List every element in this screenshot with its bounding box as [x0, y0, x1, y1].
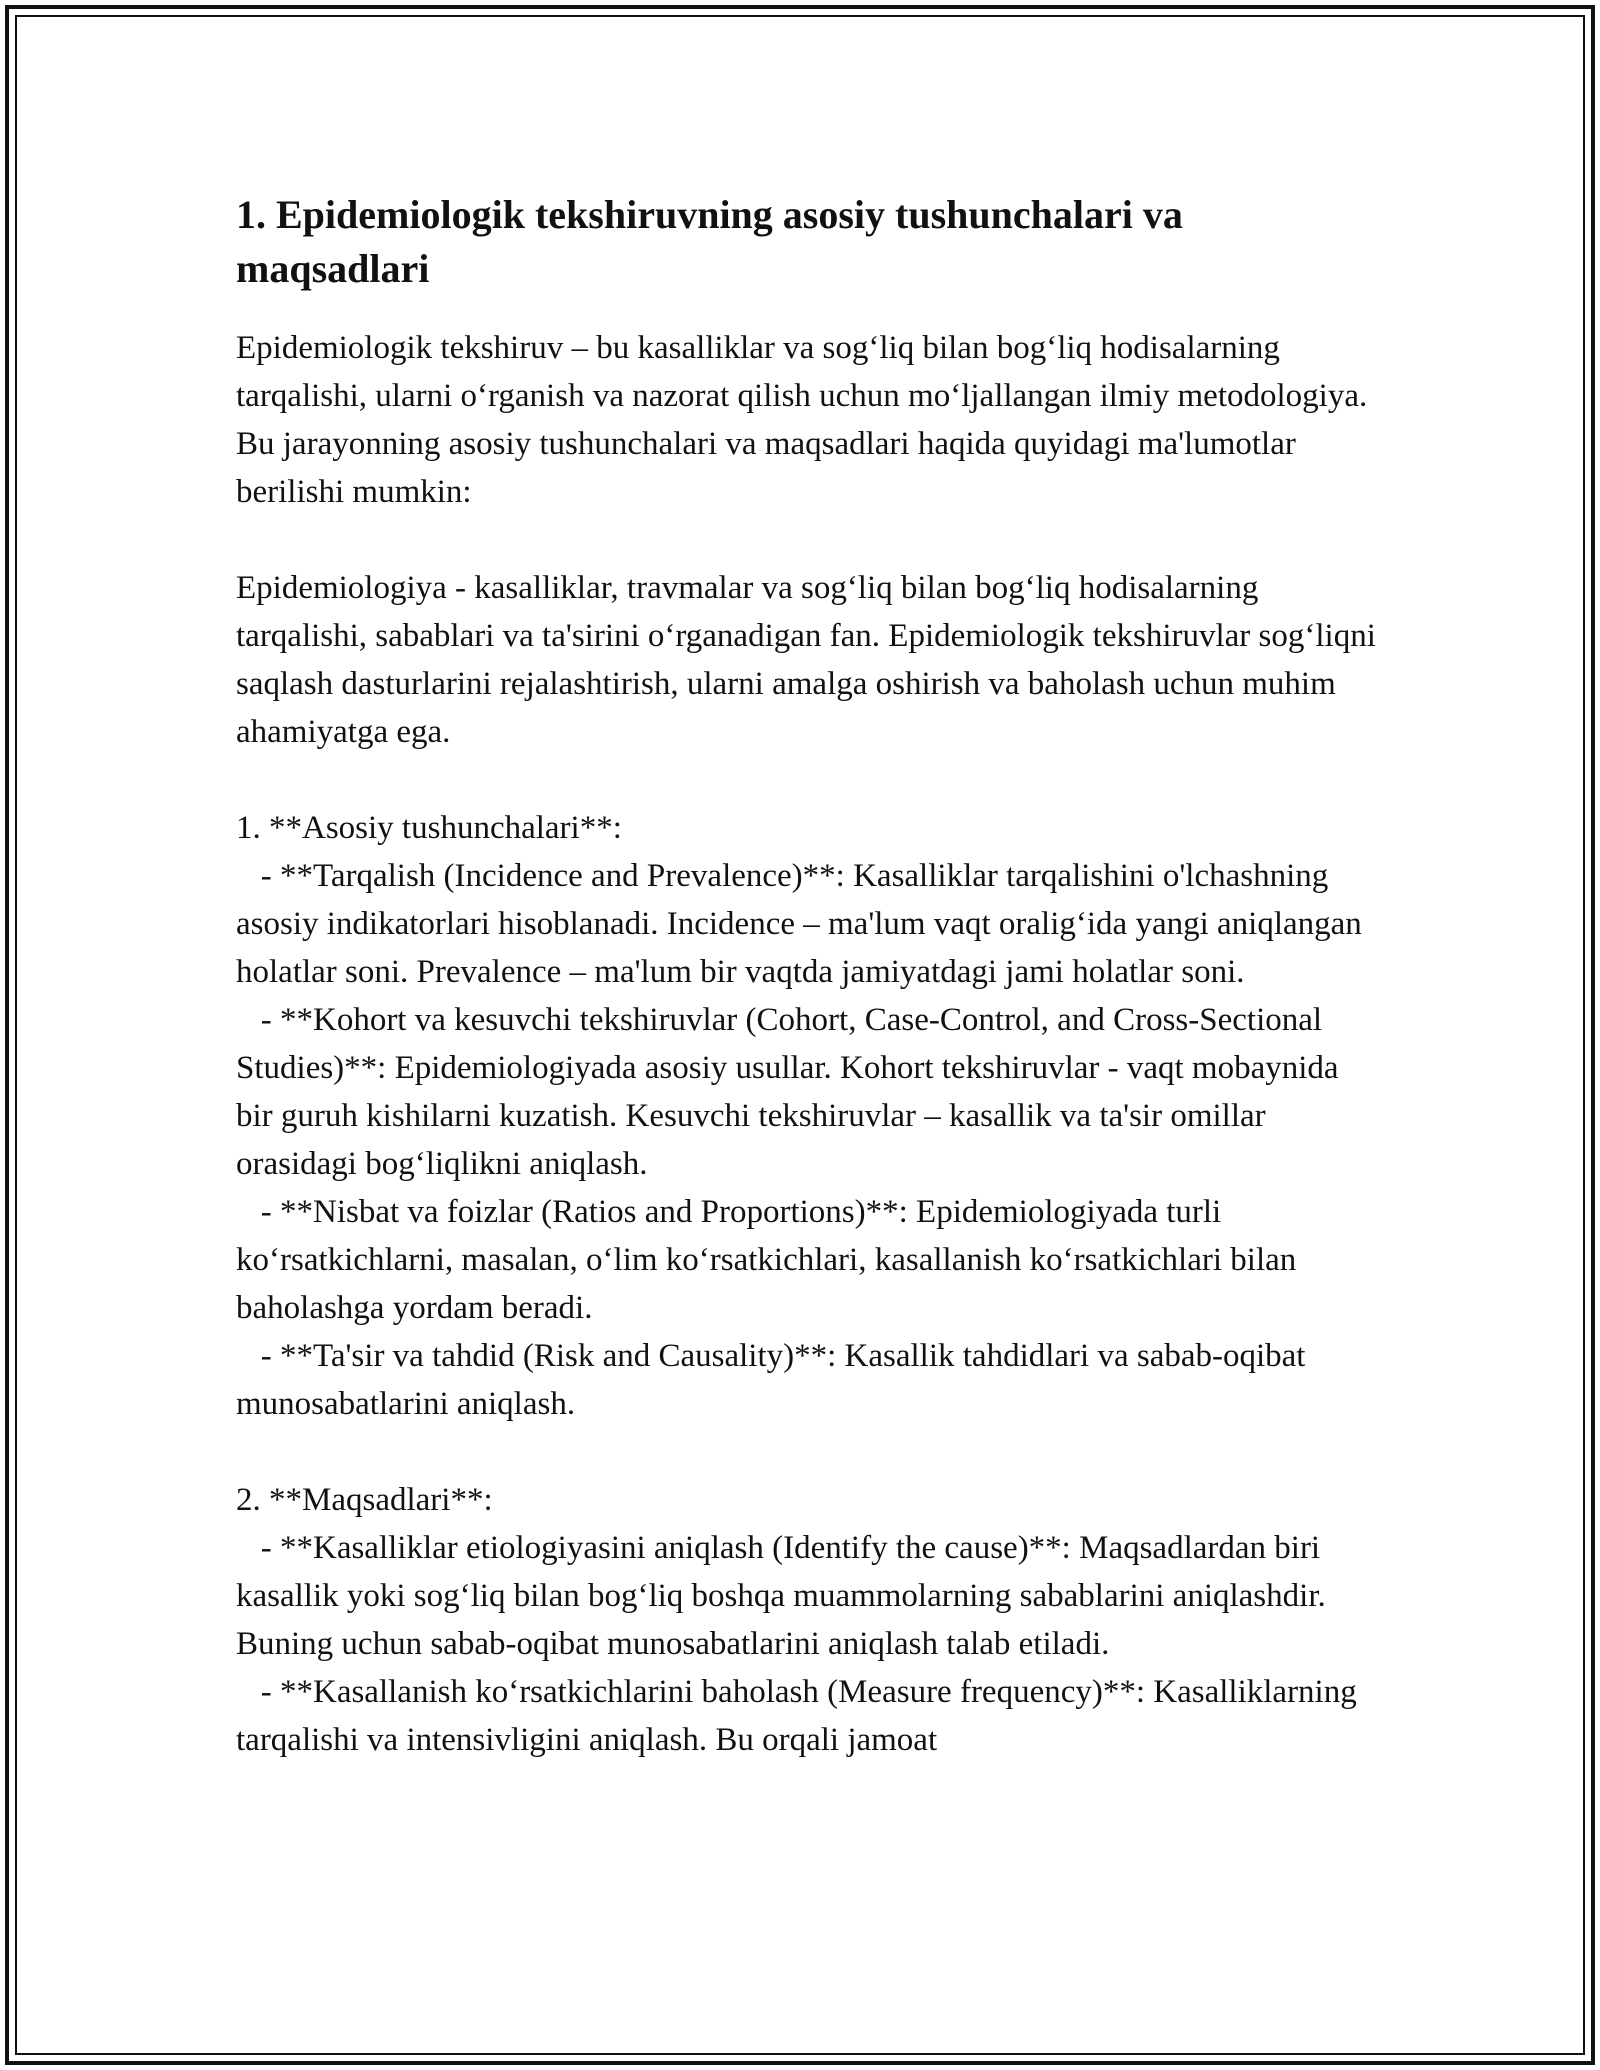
section-concepts: [236, 804, 1376, 1428]
list-item-text: - **Ta'sir va tahdid (Risk and Causality)**: Kasallik tahdidlari va sabab-oqibat munosabatlarini aniqlash.: [236, 1338, 1306, 1422]
definition-paragraph: Epidemiologiya - kasalliklar, travmalar va sog‘liq bilan bog‘liq hodisalarning tarqalishi, sabablari va ta'sirini o‘rganadigan fan. Epidemiologik tekshiruvlar sog‘liqni saqlash dasturlarini rejalashtirish, ularni amalga oshirish va baholash uchun muhim ahamiyatga ega.: [236, 570, 1376, 750]
list-item-text: - **Nisbat va foizlar (Ratios and Proportions)**: Epidemiologiyada turli ko‘rsatkichlarni, masalan, o‘lim ko‘rsatkichlari, kasallanish ko‘rsatkichlari bilan baholashga yordam beradi.: [236, 1194, 1297, 1326]
intro-paragraph: Epidemiologik tekshiruv – bu kasalliklar va sog‘liq bilan bog‘liq hodisalarning tarqalishi, ularni o‘rganish va nazorat qilish uchun mo‘ljallangan ilmiy metodologiya. Bu jarayonning asosiy tushunchalari va maqsadlari haqida quyidagi ma'lumotlar berilishi mumkin:: [236, 330, 1368, 510]
list-item: [236, 1188, 1376, 1332]
list-item-text: - **Kohort va kesuvchi tekshiruvlar (Cohort, Case-Control, and Cross-Sectional Studies)**: Epidemiologiyada asosiy usullar. Kohort tekshiruvlar - vaqt mobaynida bir guruh kishilarni kuzatish. Kesuvchi tekshiruvlar – kasallik va ta'sir omillar orasidagi bog‘liqlikni aniqlash.: [236, 1002, 1339, 1182]
section-heading: 2. **Maqsadlari**:: [236, 1482, 493, 1518]
list-item: [236, 1668, 1376, 1764]
list-item-text: - **Kasalliklar etiologiyasini aniqlash (Identify the cause)**: Maqsadlardan biri kasallik yoki sog‘liq bilan bog‘liq boshqa muammolarning sabablarini aniqlashdir. Buning uchun sabab-oqibat munosabatlarini aniqlash talab etiladi.: [236, 1530, 1326, 1662]
section-goals: [236, 1476, 1376, 1764]
list-item: [236, 1524, 1376, 1668]
list-item: [236, 1332, 1376, 1428]
list-item-text: - **Kasallanish ko‘rsatkichlarini baholash (Measure frequency)**: Kasalliklarning tarqalishi va intensivligini aniqlash. Bu orqali jamoat: [236, 1674, 1357, 1758]
page-title: 1. Epidemiologik tekshiruvning asosiy tushunchalari va maqsadlari: [236, 192, 1183, 291]
list-item: [236, 852, 1376, 996]
list-item-text: - **Tarqalish (Incidence and Prevalence)**: Kasalliklar tarqalishini o'lchashning asosiy indikatorlari hisoblanadi. Incidence – ma'lum vaqt oralig‘ida yangi aniqlangan holatlar soni. Prevalence – ma'lum bir vaqtda jamiyatdagi jami holatlar soni.: [236, 858, 1362, 990]
section-heading: 1. **Asosiy tushunchalari**:: [236, 810, 622, 846]
document-page: [236, 188, 1376, 1812]
list-item: [236, 996, 1376, 1188]
